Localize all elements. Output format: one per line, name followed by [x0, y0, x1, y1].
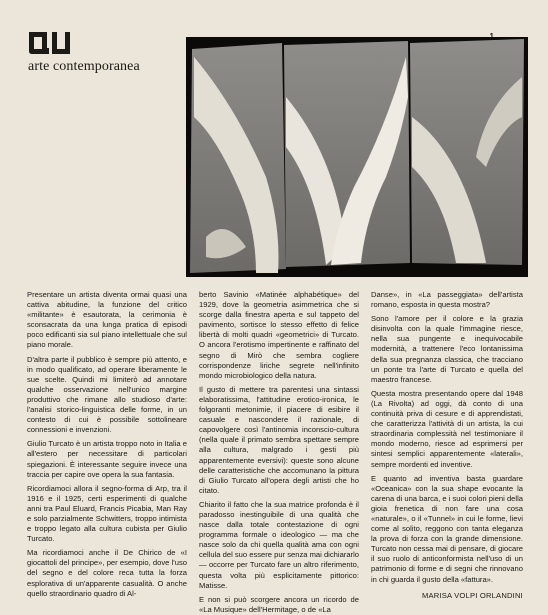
triptych-painting — [186, 37, 528, 277]
magazine-logo — [28, 30, 72, 56]
paragraph: Giulio Turcato è un artista troppo noto in Italia e all'estero per necessitare di particolari spiegazioni. È interessante seguire invece una traccia per capire ove opera la sua fantasia. — [27, 439, 187, 479]
paragraph: Ma ricordiamoci anche il De Chirico de «I giocattoli del principe», per esempio, dove l'uso del segno e del colore reca tutta la forza esplorativa di un'apparente casualità. O anche quello straordinario quadro di Al- — [27, 548, 187, 598]
paragraph: Questa mostra presentando opere dal 1948 (La Rivolta) ad oggi, dà conto di una continuità priva di cesure e di apprendistati, che caratterizza l'attività di un artista, la cui straordinaria complessità nel testimoniare il mondo moderno, riesce ad esprimersi per sintesi semplici apparentemente «laterali», sempre mordenti ed inventive. — [371, 388, 523, 469]
section-title: arte contemporanea — [28, 59, 140, 74]
paragraph: Ricordiamoci allora il segno-forma di Arp, tra il 1916 e il 1925, certi esperimenti di qualche anni tra Paul Eluard, Francis Picabia, Man Ray e solo parzialmente Schwitters, troppo intimista e troppo legato alla cultura cubista per Giulio Turcato. — [27, 483, 187, 544]
article-column-1 — [27, 290, 187, 600]
artwork-photo — [186, 37, 528, 277]
paragraph: Chiarito il fatto che la sua matrice profonda è il paradosso inestinguibile di una qualità che nasce dalla totale contestazione di ogni programma formale o ideologico — ma che nasce solo da chi quella qualità ama con ogni cellula del suo essere pur senza mai dichiararlo — occorre per Turcato fare un altro riferimento, questa volta più esplicitamente pittorico: Matisse. — [199, 499, 359, 590]
paragraph: Il gusto di mettere tra parentesi una sintassi elaboratissima, l'attitudine erotico-ironica, le folgoranti metonimie, il piacere di esibire il casuale e nascondere il razionale, di capovolgere così l'antinomia inconscio-cultura (nella quale il primato sembra spettare sempre alla cultura, malgrado i gesti più apparentemente eversivi): queste sono alcune delle caratteristiche che accomunano la pittura di Giulio Turcato all'opera degli artisti che ho citato. — [199, 384, 359, 495]
article-column-2 — [199, 290, 359, 614]
paragraph: Presentare un artista diventa ormai quasi una cattiva abitudine, la funzione del critico «militante» è esautorata, la cerimonia è sconsacrata da una lunga pratica di episodi poco edificanti sia sul piano intellettuale che sul piano morale. — [27, 290, 187, 350]
paragraph: berto Savinio «Matinée alphabétique» del 1929, dove la geometria asimmetrica che si scorge dalla finestra aperta e sul tappeto del pavimento, sortisce lo stesso effetto di felice libertà di molti quadri «geometrici» di Turcato. O ancora l'erotismo impertinente e raffinato del segno di Mirò che sembra cogliere corrispondenze liriche segrete nell'infinito mondo microbiologico della natura. — [199, 290, 359, 380]
paragraph: D'altra parte il pubblico è sempre più attento, e in modo qualificato, ad operare liberamente le sue scelte. Quindi mi limiterò ad annotare qualche osservazione nell'unico margine produttivo che rimane allo studioso d'arte: l'analisi storico-linguistica delle forme, in un contesto di cui è possibile sottolineare connessioni e invenzioni. — [27, 354, 187, 435]
paragraph: E non si può scorgere ancora un ricordo de «La Musique» dell'Hermitage, o de «La — [199, 594, 359, 614]
author-signature: MARISA VOLPI ORLANDINI — [421, 590, 523, 600]
article-column-3 — [371, 290, 523, 600]
qu-logo-mark — [28, 30, 72, 56]
paragraph: Danse», in «La passeggiata» dell'artista romano, esposta in questa mostra? — [371, 290, 523, 310]
paragraph: E quanto ad inventiva basta guardare «Oceanica» con la sua shape evocante la carena di una barca, e i suoi colori pieni della gioia frenetica di non fare una cosa «naturale», o il «Tunnel» in cui le forme, lievi come al solito, reggono con tanta eleganza la prova di forza con la grande dimensione. Turcato non cessa mai di pensare, di giocare il suo ruolo di anticonformista nell'uso di un patrimonio di forme e di segni che rinnovano in chi guarda il gusto della «fattura». — [371, 473, 523, 584]
paragraph: Sono l'amore per il colore e la grazia disinvolta con la quale l'immagine riesce, nella sua pungente e inequivocabile modernità, a trattenere l'eco lontanissima della sua pregnanza classica, che tracciano un ponte tra l'arte di Turcato e quella del maestro francese. — [371, 314, 523, 384]
